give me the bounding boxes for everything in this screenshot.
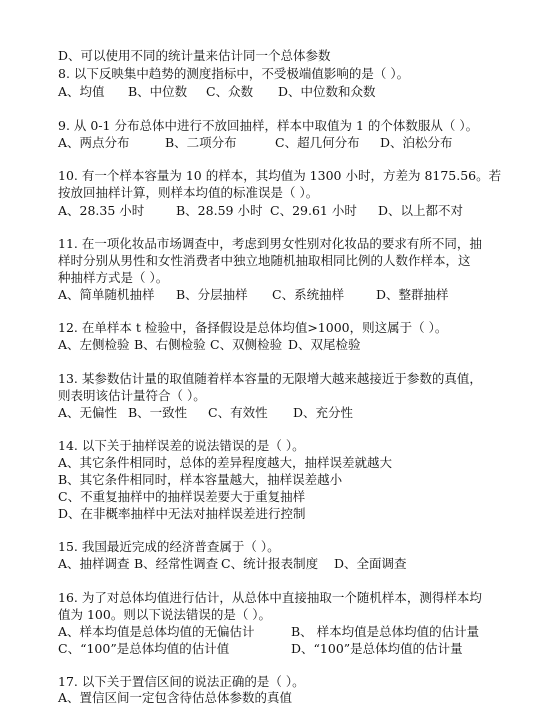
- q16-option-a: A、样本均值是总体均值的无偏估计: [58, 624, 255, 639]
- q12-stem: 12. 在单样本 t 检验中，备择假设是总体均值>1000，则这属于（ ）。: [58, 320, 448, 335]
- q9-option-d: D、泊松分布: [380, 135, 453, 150]
- q13-option-a: A、无偏性: [58, 405, 118, 420]
- q16-options-cd: [58, 640, 463, 657]
- q8-option-d: D、中位数和众数: [278, 84, 376, 99]
- q16-stem-line1: 16. 为了对总体均值进行估计，从总体中直接抽取一个随机样本，测得样本均: [58, 590, 482, 605]
- q10-option-b: B、28.59 小时: [176, 203, 263, 218]
- q11-stem-line2: 样时分别从男性和女性消费者中独立地随机抽取相同比例的人数作样本，这: [58, 253, 471, 268]
- q10-stem-line2: 按放回抽样计算，则样本均值的标准误是（ ）。: [58, 185, 319, 200]
- q10-stem-line1: 10. 有一个样本容量为 10 的样本，其均值为 1300 小时，方差为 8175.56。若: [58, 168, 502, 183]
- q14-option-b: B、其它条件相同时，样本容量越大，抽样误差越小: [58, 472, 343, 487]
- q15-option-d: D、全面调查: [334, 556, 407, 571]
- q11-option-c: C、系统抽样: [272, 287, 345, 302]
- q7-option-d: D、可以使用不同的统计量来估计同一个总体参数: [58, 48, 331, 63]
- q14-option-a: A、其它条件相同时，总体的差异程度越大，抽样误差就越大: [58, 455, 393, 470]
- q13-stem-line2: 则表明该估计量符合（ ）。: [58, 388, 206, 403]
- q16-option-c: C、“100”是总体均值的估计值: [58, 641, 230, 656]
- q12-option-b: B、右侧检验: [134, 337, 206, 352]
- q12-option-c: C、双侧检验: [210, 337, 283, 352]
- q8-options: [58, 83, 376, 100]
- q13-option-c: C、有效性: [208, 405, 268, 420]
- q15-option-c: C、统计报表制度: [221, 556, 319, 571]
- q12-option-a: A、左侧检验: [58, 337, 130, 352]
- q12-options: [58, 336, 361, 353]
- q10-options: [58, 202, 463, 219]
- q15-options: [58, 555, 407, 572]
- q11-options: [58, 286, 449, 303]
- q14-option-d: D、在非概率抽样中无法对抽样误差进行控制: [58, 506, 306, 521]
- q15-option-a: A、抽样调查: [58, 556, 130, 571]
- q9-option-b: B、二项分布: [165, 135, 237, 150]
- q16-option-b: B、 样本均值是总体均值的估计量: [291, 624, 480, 639]
- q8-option-b: B、中位数: [128, 84, 188, 99]
- q15-stem: 15. 我国最近完成的经济普查属于（ ）。: [58, 539, 280, 554]
- q14-stem: 14. 以下关于抽样误差的说法错误的是（ ）。: [58, 438, 305, 453]
- q9-option-c: C、超几何分布: [275, 135, 360, 150]
- q17-stem: 17. 以下关于置信区间的说法正确的是（ ）。: [58, 674, 305, 689]
- q10-option-a: A、28.35 小时: [58, 203, 145, 218]
- q16-stem-line2: 值为 100。则以下说法错误的是（ ）。: [58, 607, 272, 622]
- q13-option-b: B、一致性: [128, 405, 188, 420]
- q13-options: [58, 404, 353, 421]
- q9-option-a: A、两点分布: [58, 135, 130, 150]
- q11-option-d: D、整群抽样: [376, 287, 449, 302]
- q11-stem-line1: 11. 在一项化妆品市场调查中，考虑到男女性别对化妆品的要求有所不同，抽: [58, 236, 482, 251]
- q8-option-a: A、均值: [58, 84, 105, 99]
- q11-option-a: A、简单随机抽样: [58, 287, 155, 302]
- q14-option-c: C、不重复抽样中的抽样误差要大于重复抽样: [58, 489, 306, 504]
- q16-option-d: D、“100”是总体均值的估计量: [291, 641, 463, 656]
- q10-option-d: D、以上都不对: [378, 203, 464, 218]
- q15-option-b: B、经常性调查: [134, 556, 219, 571]
- q16-options-ab: [58, 623, 479, 640]
- q13-option-d: D、充分性: [293, 405, 354, 420]
- q11-option-b: B、分层抽样: [176, 287, 248, 302]
- q17-option-a: A、置信区间一定包含待估总体参数的真值: [58, 690, 293, 705]
- q9-stem: 9. 从 0-1 分布总体中进行不放回抽样，样本中取值为 1 的个体数服从（ ）。: [58, 118, 479, 133]
- q11-stem-line3: 种抽样方式是（ ）。: [58, 270, 169, 285]
- q12-option-d: D、双尾检验: [288, 337, 361, 352]
- q9-options: [58, 134, 453, 151]
- q8-option-c: C、众数: [206, 84, 254, 99]
- q8-stem: 8. 以下反映集中趋势的测度指标中，不受极端值影响的是（ ）。: [58, 66, 410, 81]
- q10-option-c: C、29.61 小时: [270, 203, 357, 218]
- q13-stem-line1: 13. 某参数估计量的取值随着样本容量的无限增大越来越接近于参数的真值，: [58, 371, 482, 386]
